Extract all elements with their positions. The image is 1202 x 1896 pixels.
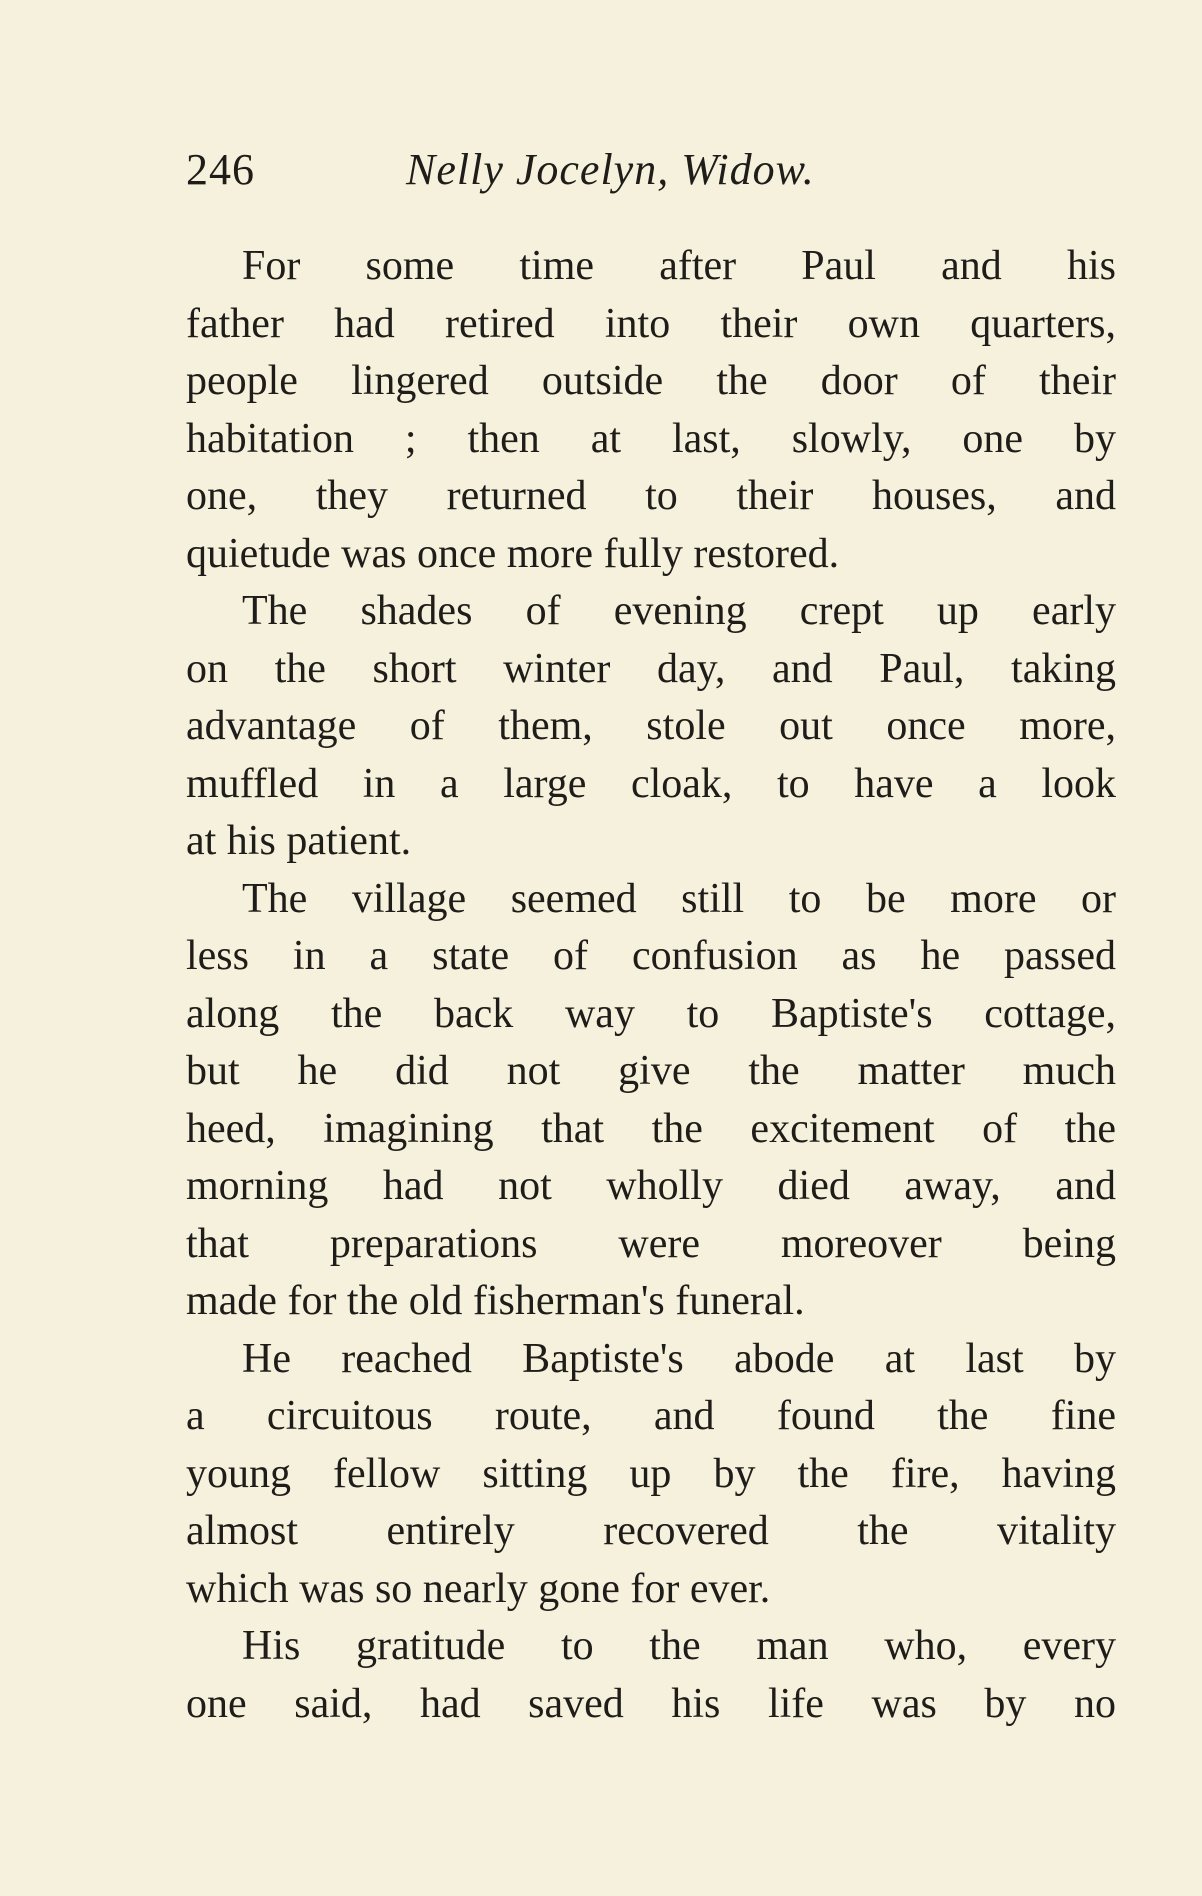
text-line: that preparations were moreover being: [186, 1220, 1116, 1267]
text-line: The village seemed still to be more or: [242, 875, 1116, 922]
text-line: along the back way to Baptiste's cottage,: [186, 990, 1116, 1037]
text-line: people lingered outside the door of their: [186, 358, 1116, 404]
text-line: which was so nearly gone for ever.: [186, 1565, 771, 1612]
text-line: but he did not give the matter much: [186, 1048, 1116, 1094]
page-number: 246: [186, 145, 255, 194]
running-title: Nelly Jocelyn, Widow.: [406, 145, 815, 194]
text-line: at his patient.: [186, 818, 412, 864]
text-line: muffled in a large cloak, to have a look: [186, 760, 1116, 807]
body-text: [186, 238, 1116, 1733]
text-line: less in a state of confusion as he passed: [186, 933, 1116, 979]
running-head: [186, 140, 926, 200]
text-line: The shades of evening crept up early: [242, 588, 1116, 634]
text-line: advantage of them, stole out once more,: [186, 703, 1116, 749]
text-line: one said, had saved his life was by no: [186, 1680, 1116, 1727]
text-line: quietude was once more fully restored.: [186, 530, 840, 577]
text-line: morning had not wholly died away, and: [186, 1163, 1116, 1209]
text-line: He reached Baptiste's abode at last by: [242, 1335, 1116, 1382]
text-line: one, they returned to their houses, and: [186, 473, 1116, 519]
text-line: young fellow sitting up by the fire, having: [186, 1450, 1116, 1497]
text-line: habitation ; then at last, slowly, one by: [186, 415, 1116, 462]
text-line: father had retired into their own quarters,: [186, 300, 1116, 347]
text-line: heed, imagining that the excitement of the: [186, 1105, 1116, 1152]
text-line: a circuitous route, and found the fine: [186, 1393, 1116, 1439]
text-line: on the short winter day, and Paul, taking: [186, 645, 1116, 692]
text-line: His gratitude to the man who, every: [242, 1623, 1116, 1669]
text-line: For some time after Paul and his: [242, 243, 1116, 289]
text-line: made for the old fisherman's funeral.: [186, 1278, 805, 1324]
text-line: almost entirely recovered the vitality: [186, 1508, 1116, 1554]
